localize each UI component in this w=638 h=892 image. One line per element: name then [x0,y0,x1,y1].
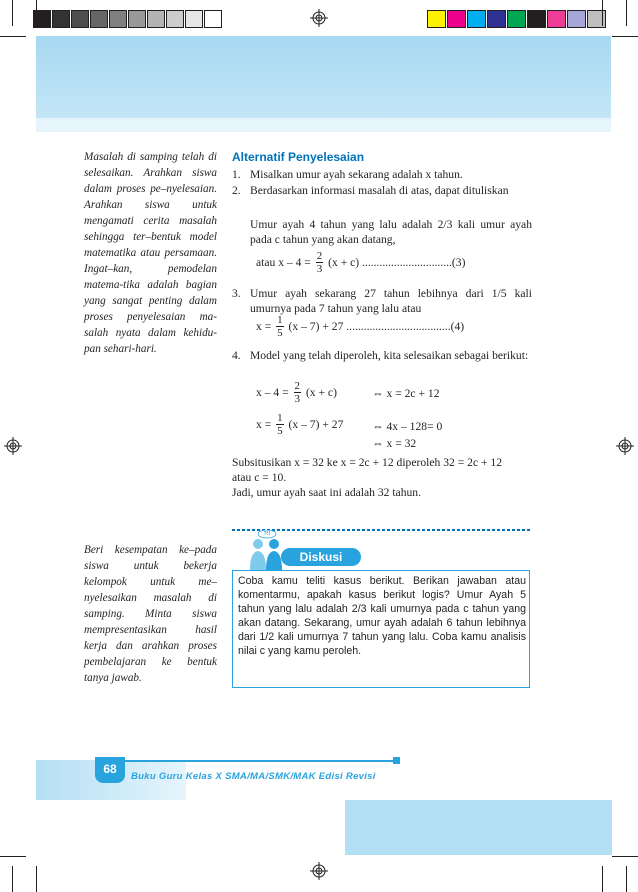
crop-mark [0,36,26,37]
grayscale-bar [33,10,223,28]
step-text: Umur ayah sekarang 27 tahun lebihnya dari 1/5 kali umurnya pada 7 tahun yang lalu atau [250,287,532,315]
denominator: 3 [316,263,323,275]
eq-suffix: (x – 7) + 27 [288,418,344,431]
page-number: 68 [95,757,125,783]
color-bar [427,10,607,28]
crop-mark [602,0,603,26]
footer-right-band [345,800,612,855]
solve-row-2-left [256,412,343,437]
step-2-detail: Umur ayah 4 tahun yang lalu adalah 2/3 kali umur ayah pada c tahun yang akan datang, [250,218,532,246]
margin-note-1: Masalah di samping telah di selesaikan. Arahkan siswa dalam proses pe–nyelesaian. Arahkan siswa untuk mengamati cerita masalah sehingga ter–bentuk model matematika atau persamaan. Ingat–kan, pemodelan matema-tika adalah bagian yang sangat penting dalam proses penyelesaian ma-salah nyata dalam kehidu-pan sehari-hari. [84,151,217,355]
registration-mark-icon [4,437,22,455]
fraction [276,314,284,339]
step-number: 1. [232,168,241,181]
solve-row-1-left [256,380,337,405]
eq-suffix: (x + c) ...............................(3) [328,256,466,269]
color-swatch [109,10,127,28]
numerator: 1 [277,412,283,424]
fraction [276,412,284,437]
color-swatch [185,10,203,28]
eq-prefix: atau x – 4 = [256,256,311,269]
equation-3 [256,250,465,275]
step-text: Berdasarkan informasi masalah di atas, dapat dituliskan [250,184,509,197]
step-number: 4. [232,349,241,362]
registration-mark-icon [310,862,328,880]
diskusi-label: Diskusi [281,548,361,566]
fraction [294,380,302,405]
numerator: 1 [277,314,283,326]
fraction [316,250,324,275]
denominator: 5 [277,425,283,437]
crop-mark [626,0,627,26]
conclusion-line-2: atau c = 10. [232,471,287,484]
color-swatch [447,10,466,28]
color-swatch [71,10,89,28]
solve-row-3-right: ⇔ x = 32 [372,437,417,450]
color-swatch [507,10,526,28]
color-swatch [567,10,586,28]
crop-mark [626,866,627,892]
footer-rule-end [393,757,400,764]
color-swatch [90,10,108,28]
color-swatch [204,10,222,28]
footer-book-title: Buku Guru Kelas X SMA/MA/SMK/MAK Edisi Revisi [131,771,376,782]
color-swatch [147,10,165,28]
registration-mark-icon [616,437,634,455]
conclusion-line-1: Subsitusikan x = 32 ke x = 2c + 12 diperoleh 32 = 2c + 12 [232,456,503,469]
equation-4 [256,314,464,339]
eq-suffix: (x – 7) + 27 ....................................(4) [288,320,465,333]
crop-mark [602,866,603,892]
step-text: Model yang telah diperoleh, kita selesaikan sebagai berikut: [250,349,529,362]
numerator: 2 [316,250,323,262]
step-number: 2. [232,184,241,197]
crop-mark [612,856,638,857]
color-swatch [52,10,70,28]
color-swatch [427,10,446,28]
color-swatch [587,10,606,28]
color-swatch [467,10,486,28]
denominator: 5 [277,327,283,339]
numerator: 2 [294,380,301,392]
diskusi-text: Coba kamu teliti kasus berikut. Berikan jawaban atau komentarmu, apakah kasus berikut logis? Umur Ayah 5 tahun yang lalu adalah 2/3 kali umurnya pada c tahun yang akan datang. Sekarang, umur ayah adalah 6 tahun lebihnya dari 1/2 kali umurnya 7 tahun yang lalu. Coba kamu analisis nilai c yang kamu peroleh. [238,575,526,657]
step-text: Misalkan umur ayah sekarang adalah x tahun. [250,168,463,181]
solve-row-2-right: ⇔ 4x – 128= 0 [372,420,443,433]
color-swatch [527,10,546,28]
color-swatch [166,10,184,28]
header-edge [36,118,611,132]
conclusion-line-3: Jadi, umur ayah saat ini adalah 32 tahun. [232,486,421,499]
crop-mark [12,0,13,26]
crop-mark [612,36,638,37]
footer-rule [95,760,397,762]
eq-prefix: x = [256,320,272,333]
section-title: Alternatif Penyelesaian [232,150,365,164]
denominator: 3 [294,393,301,405]
crop-mark [12,866,13,892]
color-swatch [487,10,506,28]
solve-row-1-right: ⇔ x = 2c + 12 [372,387,440,400]
crop-mark [0,856,26,857]
crop-mark [36,866,37,892]
eq-suffix: (x + c) [305,386,337,399]
margin-note-2: Beri kesempatan ke–pada siswa untuk bekerja kelompok untuk me–nyelesaikan masalah di samping. Minta siswa mempresentasikan hasil kerja dan arahkan proses pembelajaran ke bentuk tanya jawab. [84,544,217,684]
diskusi-icon-text: ?!! [263,531,271,537]
color-swatch [547,10,566,28]
eq-prefix: x – 4 = [256,386,289,399]
color-swatch [128,10,146,28]
eq-prefix: x = [256,418,272,431]
crop-mark [36,0,37,26]
step-number: 3. [232,287,241,300]
registration-mark-icon [310,9,328,27]
